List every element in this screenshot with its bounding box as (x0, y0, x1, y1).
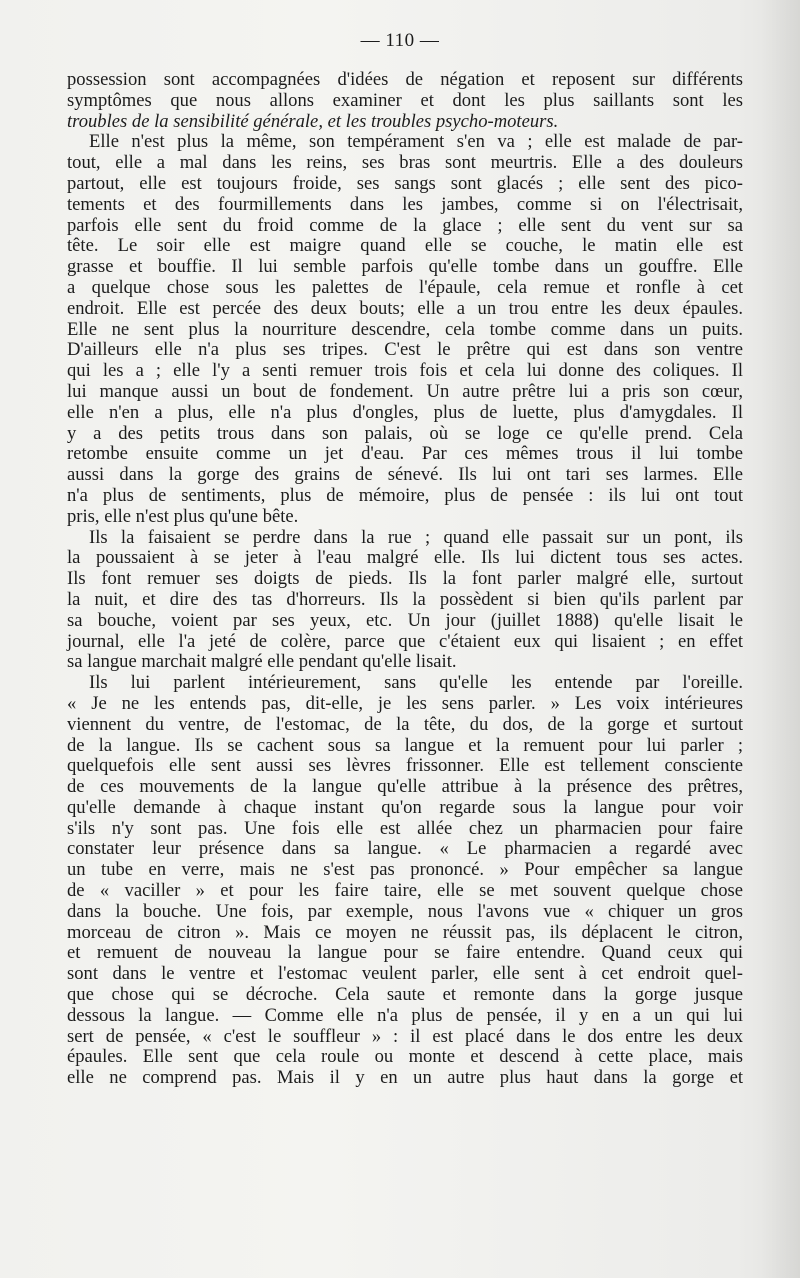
text-line: Elle ne sent plus la nourriture descendre, cela tombe comme dans un puits. (67, 318, 743, 340)
text-line: pris, elle n'est plus qu'une bête. (67, 505, 299, 527)
text-line: morceau de citron ». Mais ce moyen ne réussit pas, ils déplacent le citron, (67, 921, 743, 943)
text-line: troubles de la sensibilité générale, et les troubles psycho-moteurs. (67, 110, 559, 132)
text-line: quelquefois elle sent aussi ses lèvres frissonner. Elle est tellement consciente (67, 755, 743, 777)
text-line: retombe ensuite comme un jet d'eau. Par ces mêmes trous il lui tombe (67, 443, 743, 465)
text-line: sa langue marchait malgré elle pendant qu'elle lisait. (67, 651, 457, 673)
page-edge-shadow (760, 0, 800, 1278)
text-line: a quelque chose sous les palettes de l'épaule, cela remue et ronfle à cet (67, 276, 743, 298)
text-line: de « vaciller » et pour les faire taire, elle se met souvent quelque chose (67, 880, 743, 902)
text-line: tout, elle a mal dans les reins, ses bras sont meurtris. Elle a des douleurs (67, 152, 743, 174)
text-line: symptômes que nous allons examiner et dont les plus saillants sont les (67, 89, 743, 111)
text-line: elle n'en a plus, elle n'a plus d'ongles, plus de luette, plus d'amygdales. Il (67, 401, 743, 423)
paragraph-3 (67, 528, 743, 674)
text-line: partout, elle est toujours froide, ses sangs sont glacés ; elle sent des pico- (67, 172, 743, 194)
text-line: n'a plus de sentiments, plus de mémoire, plus de pensée : ils lui ont tout (67, 484, 743, 506)
text-line: sert de pensée, « c'est le souffleur » : il est placé dans le dos entre les deux (67, 1025, 743, 1047)
paragraph-1 (67, 70, 743, 132)
text-line: Elle n'est plus la même, son tempérament s'en va ; elle est malade de par- (89, 131, 743, 153)
text-line: grasse et bouffie. Il lui semble parfois qu'elle tombe dans un gouffre. Elle (67, 256, 743, 278)
text-line: elle ne comprend pas. Mais il y en un autre plus haut dans la gorge et (67, 1067, 743, 1089)
text-line: de ces mouvements de la langue qu'elle attribue à la présence des prêtres, (67, 776, 743, 798)
text-line: Ils font remuer ses doigts de pieds. Ils la font parler malgré elle, surtout (67, 568, 743, 590)
text-line: que chose qui se décroche. Cela saute et remonte dans la gorge jusque (67, 984, 743, 1006)
body-text (67, 70, 743, 1089)
text-line: possession sont accompagnées d'idées de négation et reposent sur différents (67, 69, 743, 90)
text-line: épaules. Elle sent que cela roule ou monte et descend à cette place, mais (67, 1046, 743, 1068)
text-line: un tube en verre, mais ne s'est pas prononcé. » Pour empêcher sa langue (67, 859, 743, 881)
text-line: « Je ne les entends pas, dit-elle, je les sens parler. » Les voix intérieures (67, 692, 743, 714)
text-line: tête. Le soir elle est maigre quand elle se couche, le matin elle est (67, 235, 743, 257)
text-line: viennent du ventre, de l'estomac, de la tête, du dos, de la gorge et surtout (67, 713, 743, 735)
text-line: s'ils n'y sont pas. Une fois elle est allée chez un pharmacien pour faire (67, 817, 743, 839)
text-line: qu'elle demande à chaque instant qu'on regarde sous la langue pour voir (67, 796, 743, 818)
text-line: Ils lui parlent intérieurement, sans qu'elle les entende par l'oreille. (89, 672, 743, 694)
text-line: Ils la faisaient se perdre dans la rue ; quand elle passait sur un pont, ils (89, 526, 743, 548)
text-line: tements et des fourmillements dans les jambes, comme si on l'électrisait, (67, 193, 743, 215)
text-line: D'ailleurs elle n'a plus ses tripes. C'est le prêtre qui est dans son ventre (67, 339, 743, 361)
text-line: sont dans le ventre et l'estomac veulent parler, elle sent à cet endroit quel- (67, 963, 743, 985)
text-line: et remuent de nouveau la langue pour se faire entendre. Quand ceux qui (67, 942, 743, 964)
text-line: dans la bouche. Une fois, par exemple, nous l'avons vue « chiquer un gros (67, 900, 743, 922)
text-line: y a des petits trous dans son palais, où se loge ce qu'elle prend. Cela (67, 422, 743, 444)
text-line: la nuit, et dire des tas d'horreurs. Ils la possèdent si bien qu'ils parlent par (67, 588, 743, 610)
text-line: lui manque aussi un bout de fondement. Un autre prêtre lui a pris son cœur, (67, 380, 743, 402)
text-line: qui les a ; elle l'y a senti remuer trois fois et cela lui donne des coliques. Il (67, 360, 743, 382)
paragraph-2 (67, 132, 743, 527)
text-line: aussi dans la gorge des grains de sénevé. Ils lui ont tari ses larmes. Elle (67, 464, 743, 486)
page-number: — 110 — (360, 30, 440, 51)
text-line: de la langue. Ils se cachent sous sa langue et la remuent pour lui parler ; (67, 734, 743, 756)
text-line: constater leur présence dans sa langue. « Le pharmacien a regardé avec (67, 838, 743, 860)
text-line: endroit. Elle est percée des deux bouts; elle a un trou entre les deux épaules. (67, 297, 743, 319)
text-line: dessous la langue. — Comme elle n'a plus de pensée, il y en a un qui lui (67, 1004, 743, 1026)
text-line: parfois elle sent du froid comme de la glace ; elle sent du vent sur sa (67, 214, 743, 236)
text-line: journal, elle l'a jeté de colère, parce que c'étaient eux qui lisaient ; en effet (67, 630, 743, 652)
text-line: la poussaient à se jeter à l'eau malgré elle. Ils lui dictent tous ses actes. (67, 547, 743, 569)
paragraph-4 (67, 673, 743, 1089)
text-line: sa bouche, voient par ses yeux, etc. Un jour (juillet 1888) qu'elle lisait le (67, 609, 743, 631)
